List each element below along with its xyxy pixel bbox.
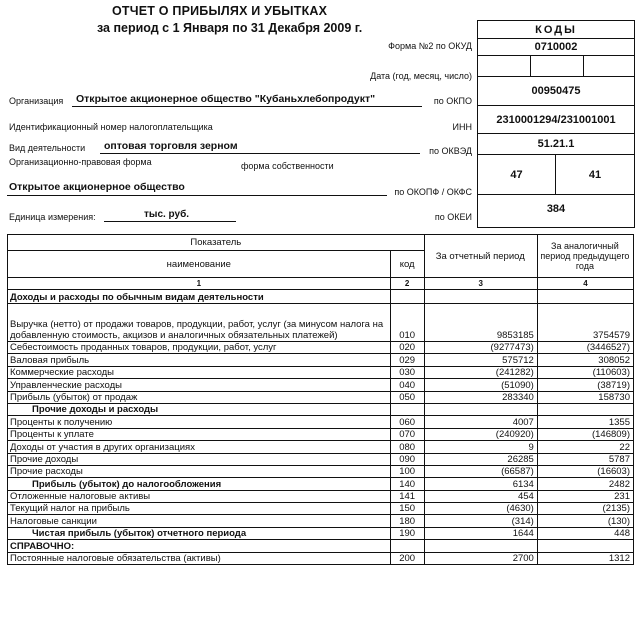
date-month-cell: [531, 56, 584, 76]
table-row: [8, 527, 634, 539]
date-cells: [478, 56, 634, 77]
row-name: Проценты к уплате: [8, 428, 391, 440]
table-row: [8, 490, 634, 502]
unit-value: тыс. руб.: [144, 209, 190, 220]
okud-label: Форма №2 по ОКУД: [388, 41, 472, 51]
table-row: [8, 403, 634, 415]
row-prev-value: (2135): [537, 503, 633, 515]
table-row: [8, 290, 634, 304]
row-name: Отложенные налоговые активы: [8, 490, 391, 502]
row-name: Выручка (нетто) от продажи товаров, продукции, работ, услуг (за минусом налога на добавленную стоимость, акцизов и аналогичных обязательных платежей): [8, 304, 391, 342]
row-current-value: [424, 403, 537, 415]
table-row: [8, 354, 634, 366]
org-label: Организация: [9, 96, 64, 106]
row-current-value: 9: [424, 441, 537, 453]
okved-code: 51.21.1: [478, 134, 634, 155]
row-code: [390, 290, 424, 304]
row-current-value: (314): [424, 515, 537, 527]
row-current-value: 1644: [424, 527, 537, 539]
row-code: 050: [390, 391, 424, 403]
row-prev-value: 3754579: [537, 304, 633, 342]
row-current-value: 4007: [424, 416, 537, 428]
row-name: Прибыль (убыток) до налогообложения: [8, 478, 391, 490]
row-prev-value: 2482: [537, 478, 633, 490]
table-row: [8, 478, 634, 490]
table-row: [8, 540, 634, 552]
header-current-period: За отчетный период: [424, 235, 537, 278]
row-current-value: 2700: [424, 552, 537, 564]
row-current-value: 6134: [424, 478, 537, 490]
row-code: 060: [390, 416, 424, 428]
table-row: [8, 441, 634, 453]
row-code: 100: [390, 465, 424, 477]
row-code: 141: [390, 490, 424, 502]
row-name: Налоговые санкции: [8, 515, 391, 527]
table-header-row-1: [8, 235, 634, 251]
row-prev-value: 22: [537, 441, 633, 453]
row-current-value: 575712: [424, 354, 537, 366]
legal-form-label: Организационно-правовая форма: [9, 157, 152, 167]
row-prev-value: (130): [537, 515, 633, 527]
row-prev-value: (110603): [537, 366, 633, 378]
row-code: 020: [390, 342, 424, 354]
row-name: Постоянные налоговые обязательства (активы): [8, 552, 391, 564]
row-current-value: 454: [424, 490, 537, 502]
report-title: ОТЧЕТ О ПРИБЫЛЯХ И УБЫТКАХ: [112, 4, 328, 18]
row-current-value: (66587): [424, 465, 537, 477]
row-code: 140: [390, 478, 424, 490]
date-day-cell: [478, 56, 531, 76]
row-prev-value: 231: [537, 490, 633, 502]
row-name: Управленческие расходы: [8, 379, 391, 391]
header-code: код: [390, 251, 424, 278]
activity-label: Вид деятельности: [9, 143, 86, 153]
legal-form-value: Открытое акционерное общество: [9, 181, 185, 193]
row-name: Валовая прибыль: [8, 354, 391, 366]
row-prev-value: [537, 403, 633, 415]
row-code: 030: [390, 366, 424, 378]
unit-label: Единица измерения:: [9, 212, 96, 222]
row-code: 090: [390, 453, 424, 465]
table-row: [8, 379, 634, 391]
okpo-code: 00950475: [478, 77, 634, 106]
colnum-3: 3: [424, 278, 537, 290]
inn-label: ИНН: [452, 122, 472, 132]
row-current-value: 26285: [424, 453, 537, 465]
header-name: наименование: [8, 251, 391, 278]
row-name: Доходы и расходы по обычным видам деятельности: [8, 290, 391, 304]
colnum-4: 4: [537, 278, 633, 290]
okfs-code: 41: [588, 168, 602, 181]
codes-box: [477, 20, 635, 228]
row-current-value: 283340: [424, 391, 537, 403]
okpo-label: по ОКПО: [433, 96, 472, 106]
row-code: 190: [390, 527, 424, 539]
row-prev-value: 1312: [537, 552, 633, 564]
taxpayer-id-label: Идентификационный номер налогоплательщика: [9, 122, 213, 132]
row-name: СПРАВОЧНО:: [8, 540, 391, 552]
table-row: [8, 416, 634, 428]
date-label: Дата (год, месяц, число): [370, 71, 472, 81]
table-row: [8, 503, 634, 515]
row-code: 080: [390, 441, 424, 453]
row-prev-value: 448: [537, 527, 633, 539]
row-current-value: 9853185: [424, 304, 537, 342]
row-current-value: (9277473): [424, 342, 537, 354]
okopf-okfs-cells: [478, 155, 634, 195]
row-name: Проценты к получению: [8, 416, 391, 428]
row-code: 029: [390, 354, 424, 366]
unit-underline: [104, 221, 236, 222]
row-current-value: (241282): [424, 366, 537, 378]
row-code: [390, 403, 424, 415]
row-current-value: [424, 290, 537, 304]
org-name: Открытое акционерное общество "Кубаньхлебопродукт": [76, 93, 376, 105]
activity-underline: [100, 153, 420, 154]
okopf-label: по ОКОПФ / ОКФС: [394, 187, 472, 197]
header-prev-period: За аналогичный период предыдущего года: [537, 235, 633, 278]
activity-value: оптовая торговля зерном: [104, 140, 238, 152]
column-number-row: [8, 278, 634, 290]
row-name: Прочие расходы: [8, 465, 391, 477]
row-code: 010: [390, 304, 424, 342]
row-name: Текущий налог на прибыль: [8, 503, 391, 515]
row-current-value: (4630): [424, 503, 537, 515]
okved-label: по ОКВЭД: [429, 146, 472, 156]
ownership-label: форма собственности: [241, 161, 334, 171]
okopf-code: 47: [478, 155, 556, 194]
row-code: 040: [390, 379, 424, 391]
okud-code: 0710002: [478, 39, 634, 56]
row-name: Прочие доходы и расходы: [8, 403, 391, 415]
row-prev-value: 308052: [537, 354, 633, 366]
row-name: Доходы от участия в других организациях: [8, 441, 391, 453]
table-row: [8, 453, 634, 465]
table-row: [8, 552, 634, 564]
row-code: 180: [390, 515, 424, 527]
row-prev-value: (16603): [537, 465, 633, 477]
row-name: Чистая прибыль (убыток) отчетного периода: [8, 527, 391, 539]
row-prev-value: 158730: [537, 391, 633, 403]
pnl-table: [7, 234, 634, 565]
table-row: [8, 366, 634, 378]
legal-form-underline: [7, 195, 387, 196]
row-code: 200: [390, 552, 424, 564]
colnum-1: 1: [8, 278, 391, 290]
table-row: [8, 391, 634, 403]
table-row: [8, 342, 634, 354]
row-code: 150: [390, 503, 424, 515]
row-prev-value: (3446527): [537, 342, 633, 354]
row-prev-value: 1355: [537, 416, 633, 428]
row-current-value: (51090): [424, 379, 537, 391]
row-code: 070: [390, 428, 424, 440]
row-prev-value: (146809): [537, 428, 633, 440]
report-period: за период с 1 Января по 31 Декабря 2009 г.: [97, 21, 363, 35]
row-prev-value: (38719): [537, 379, 633, 391]
org-underline: [72, 106, 422, 107]
row-current-value: (240920): [424, 428, 537, 440]
table-row: [8, 515, 634, 527]
row-name: Себестоимость проданных товаров, продукции, работ, услуг: [8, 342, 391, 354]
okei-label: по ОКЕИ: [434, 212, 472, 222]
okei-code: 384: [546, 203, 566, 215]
row-current-value: [424, 540, 537, 552]
row-name: Прочие доходы: [8, 453, 391, 465]
table-row: [8, 304, 634, 342]
row-prev-value: [537, 290, 633, 304]
colnum-2: 2: [390, 278, 424, 290]
codes-header: КОДЫ: [478, 21, 634, 39]
row-prev-value: 5787: [537, 453, 633, 465]
inn-code: 2310001294/231001001: [478, 106, 634, 134]
row-name: Коммерческие расходы: [8, 366, 391, 378]
table-row: [8, 428, 634, 440]
row-prev-value: [537, 540, 633, 552]
header-indicator: Показатель: [8, 235, 425, 251]
table-row: [8, 465, 634, 477]
date-year-cell: [584, 56, 634, 76]
row-name: Прибыль (убыток) от продаж: [8, 391, 391, 403]
row-code: [390, 540, 424, 552]
